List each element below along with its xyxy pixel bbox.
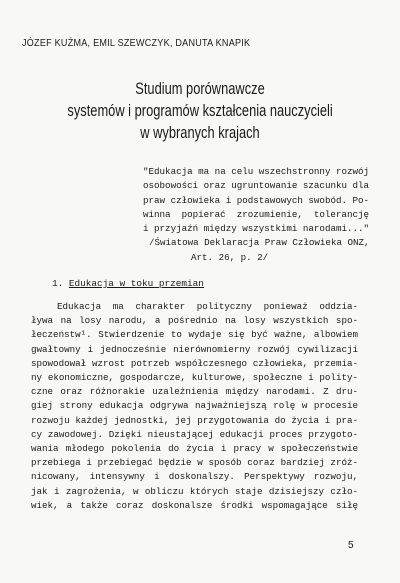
epigraph-quote	[143, 165, 369, 265]
body-line: gwałtowny i jednocześnie nierównomierny rozwój cywilizacji	[31, 343, 358, 355]
body-line: cy zawodowej. Dzięki nieustającej edukacji proces przygoto-	[31, 428, 358, 440]
page-number: 5	[348, 540, 354, 551]
author-names: JÓZEF KUŹMA, EMIL SZEWCZYK, DANUTA KNAPIK	[22, 37, 251, 49]
body-line: rozwoju każdej jednostki, jej przygotowania do życia i pra-	[31, 414, 358, 426]
quote-line: i przyjaźń między wszystkimi narodami..."	[143, 223, 370, 235]
section-heading	[52, 278, 204, 289]
quote-line: praw człowieka i podstawowych swobód. Po-	[143, 194, 370, 206]
body-line: Edukacja ma charakter polityczny ponieważ oddzia-	[57, 301, 358, 312]
quote-line: "Edukacja ma na celu wszechstronny rozwój	[143, 166, 370, 177]
body-line: wiek, a także coraz doskonalsze środki wspomagające siłę	[31, 499, 358, 511]
title-line-2: systemów i programów kształcenia nauczycieli	[67, 102, 333, 120]
body-text	[31, 300, 358, 513]
section-title: Edukacja w toku przemian	[68, 278, 204, 289]
section-number: 1.	[52, 278, 64, 289]
quote-line: winna popierać zrozumienie, tolerancję	[143, 208, 369, 220]
body-line: ny ekonomiczne, gospodarcze, kulturowe, społeczne i polity-	[31, 372, 358, 384]
body-line: jak i zagrożenia, w obliczu których staje dzisiejszy czło-	[31, 485, 358, 497]
body-line: przebiega i przebiegać będzie w sposób coraz bardziej zróż-	[31, 457, 358, 469]
body-line: łeczeństw¹. Stwierdzenie to wydaje się być ważne, albowiem	[31, 329, 358, 341]
body-line: giej strony edukacja odgrywa najważniejszą rolę w procesie	[31, 400, 358, 412]
quote-line: osobowości oraz ugruntowanie szacunku dla	[143, 180, 370, 192]
article-title	[30, 78, 370, 144]
body-line: wania młodego pokolenia do życia i pracy w społeczeństwie	[31, 443, 358, 455]
quote-source-line-2: Art. 26, p. 2/	[191, 251, 269, 263]
quote-source-line-1: /Światowa Deklaracja Praw Człowieka ONZ,	[149, 237, 370, 249]
body-line: czne oraz różnorakie uzależnienia między narodami. Z dru-	[31, 386, 358, 398]
title-line-3: w wybranych krajach	[140, 124, 260, 142]
body-line: nicowany, intensywny i doskonalszy. Perspektywy rozwoju,	[31, 471, 358, 483]
title-line-1: Studium porównawcze	[135, 80, 265, 98]
body-line: spowodował wzrost potrzeb współczesnego człowieka, przemia-	[31, 357, 358, 369]
body-line: ływa na losy narodu, a pośrednio na losy wszystkich spo-	[31, 315, 358, 327]
